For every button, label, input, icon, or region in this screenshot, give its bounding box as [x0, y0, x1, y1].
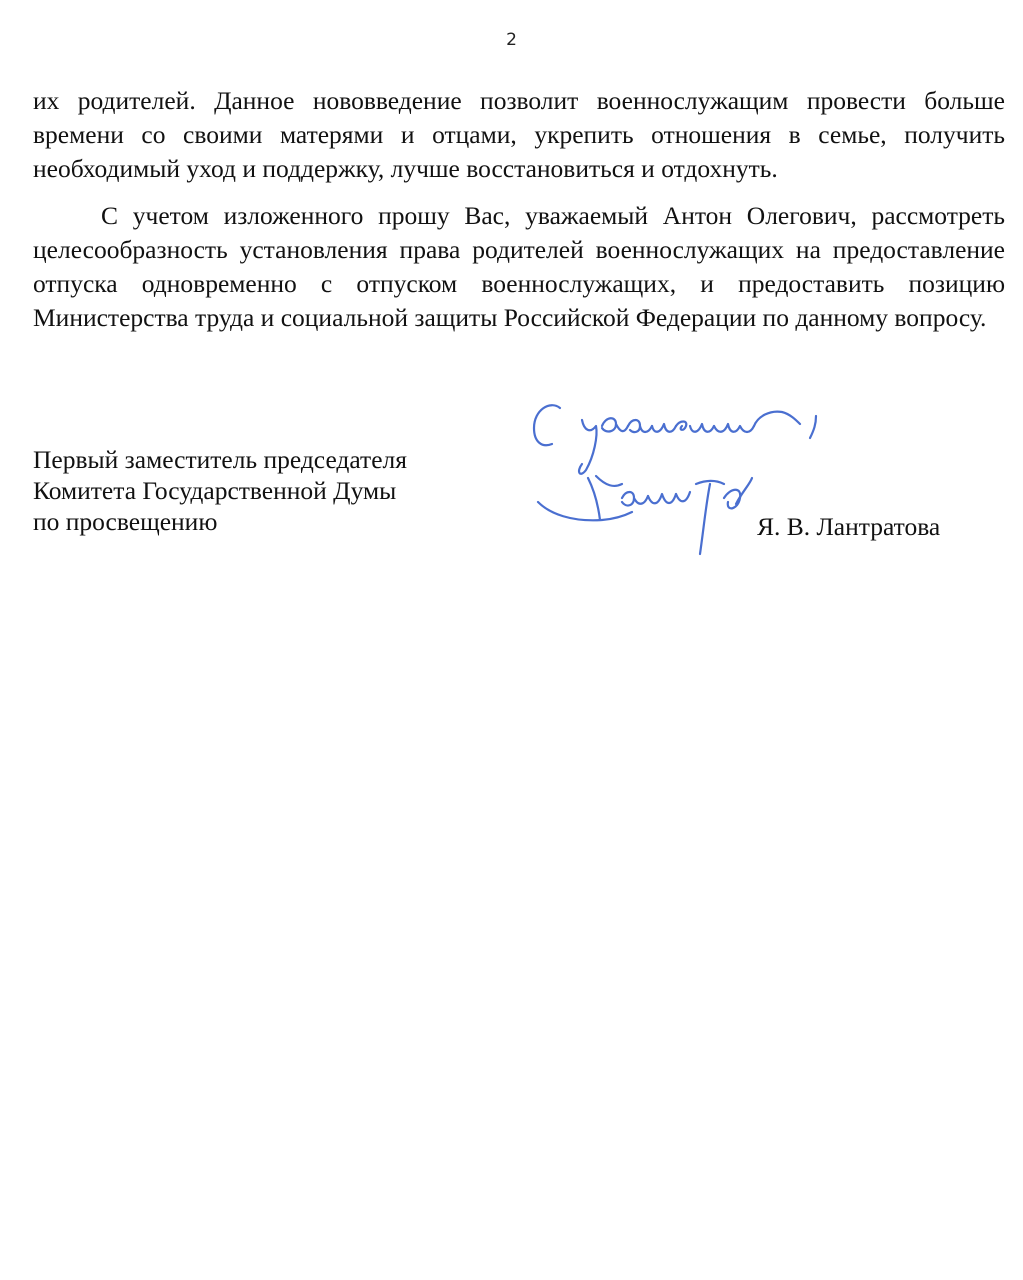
handwritten-signature: [520, 386, 850, 576]
position-line: по просвещению: [33, 507, 218, 536]
body-paragraph: их родителей. Данное нововведение позволит военнослужащим провести больше времени со своими матерями и отцами, укрепить отношения в семье, получить необходимый уход и поддержку, лучше восстановиться и отдохнуть.: [33, 86, 1005, 183]
letter-body: [33, 84, 1005, 335]
position-line: Первый заместитель председателя: [33, 445, 407, 474]
signatory-position: [33, 444, 513, 537]
signature-ink: [520, 386, 850, 576]
signatory-name: Я. В. Лантратова: [757, 512, 941, 541]
body-paragraph: С учетом изложенного прошу Вас, уважаемый Антон Олегович, рассмотреть целесообразность установления права родителей военнослужащих на предоставление отпуска одновременно с отпуском военнослужащих, и предоставить позицию Министерства труда и социальной защиты Российской Федерации по данному вопросу.: [33, 201, 1005, 332]
position-line: Комитета Государственной Думы: [33, 476, 397, 505]
page-number: 2: [506, 30, 517, 50]
